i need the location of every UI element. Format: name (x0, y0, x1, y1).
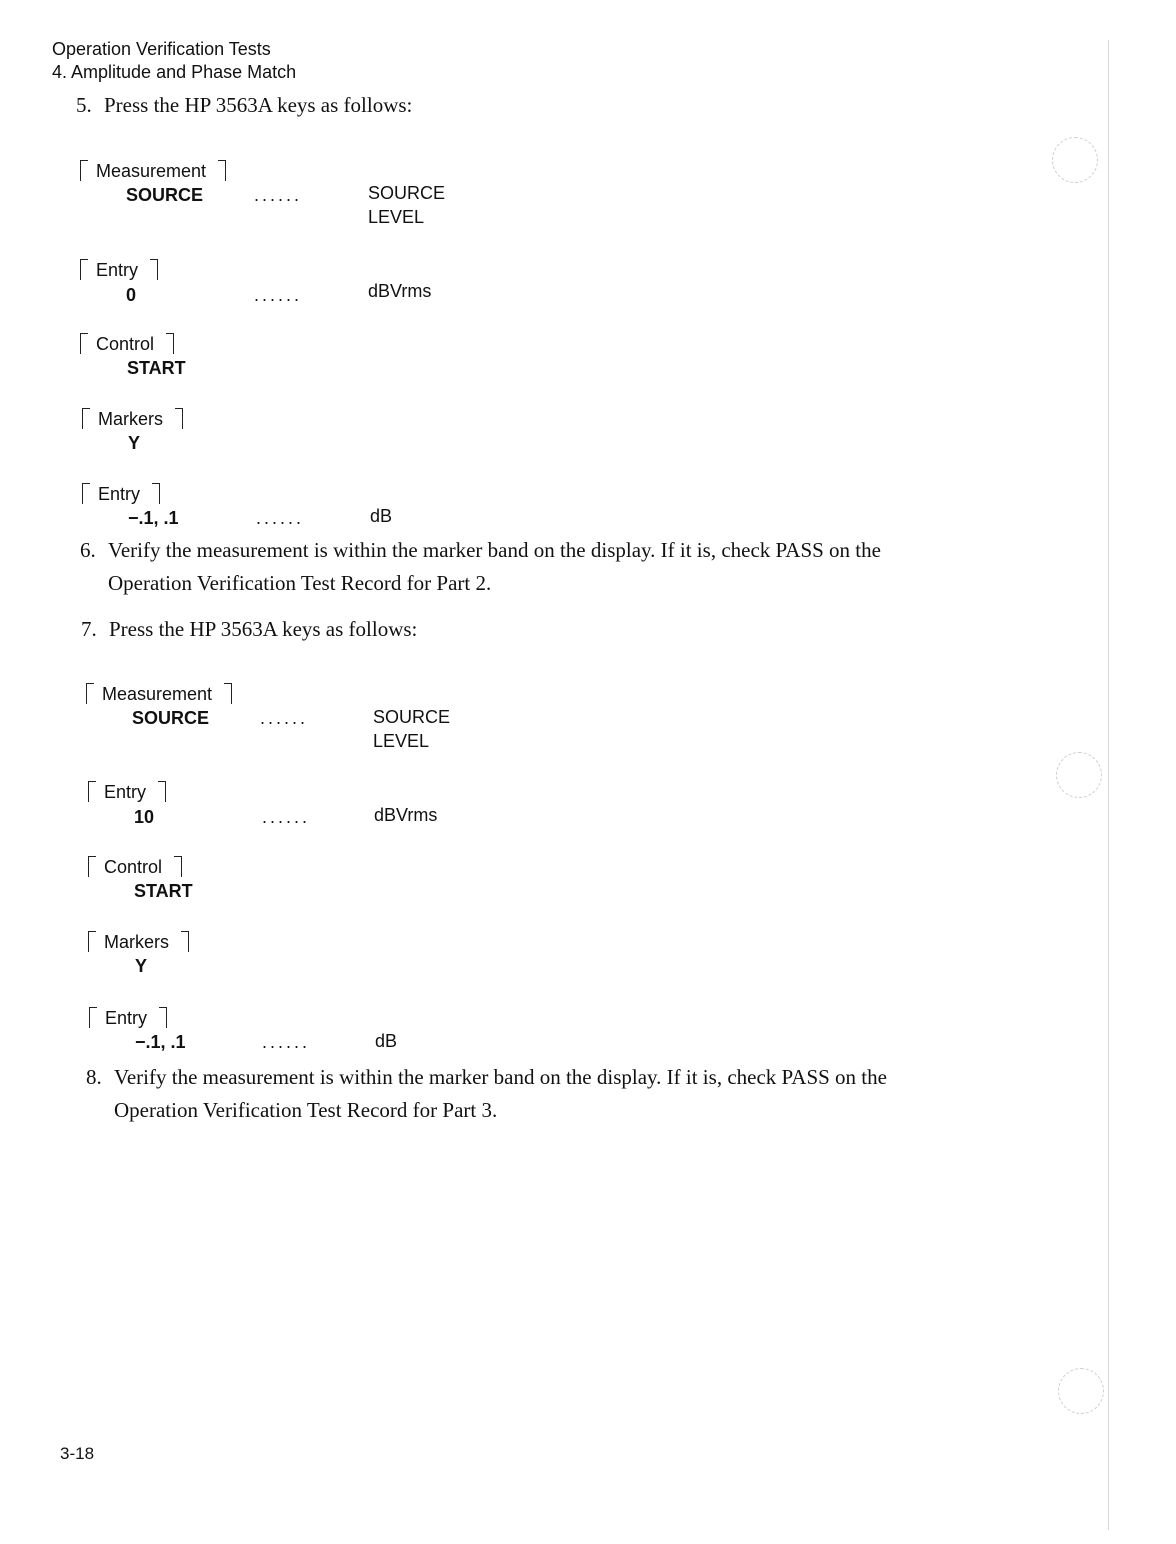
right-bracket-icon (158, 781, 166, 802)
left-bracket-icon (88, 856, 96, 877)
left-bracket-icon (82, 483, 90, 504)
step-number: 7. (81, 617, 97, 641)
leader-dots: ...... (254, 185, 303, 205)
right-bracket-icon (150, 259, 158, 280)
leader-dots: ...... (256, 508, 305, 528)
softkey-name: 10 (134, 807, 155, 827)
step-text: Operation Verification Test Record for Part 3. (114, 1098, 498, 1122)
softkey-result: LEVEL (368, 207, 425, 227)
softkey-name: START (134, 881, 193, 901)
left-bracket-icon (88, 931, 96, 952)
softkey-name: SOURCE (132, 708, 210, 728)
right-bracket-icon (175, 408, 183, 429)
step-text: Press the HP 3563A keys as follows: (104, 93, 413, 117)
step-number: 5. (76, 93, 92, 117)
step-7 (81, 613, 981, 646)
punch-hole-icon (1058, 1368, 1104, 1414)
key-group-label: Entry (82, 483, 160, 505)
section-header: Operation Verification Tests (52, 39, 271, 59)
left-bracket-icon (82, 408, 90, 429)
step-text: Operation Verification Test Record for Part 2. (108, 571, 492, 595)
softkey-result: dBVrms (374, 805, 438, 825)
softkey-name: −.1, .1 (135, 1032, 186, 1052)
key-group-label: Measurement (86, 683, 232, 705)
key-group-label: Entry (89, 1007, 167, 1029)
key-group-label: Control (80, 333, 174, 355)
left-bracket-icon (88, 781, 96, 802)
step-6 (80, 534, 980, 600)
step-text: Press the HP 3563A keys as follows: (109, 617, 418, 641)
subsection-header: 4. Amplitude and Phase Match (52, 62, 297, 82)
key-group-label: Control (88, 856, 182, 878)
step-text: Verify the measurement is within the marker band on the display. If it is, check PASS on the (114, 1065, 887, 1089)
softkey-name: Y (128, 433, 141, 453)
key-group-label: Markers (88, 931, 189, 953)
right-bracket-icon (159, 1007, 167, 1028)
punch-hole-icon (1056, 752, 1102, 798)
right-bracket-icon (166, 333, 174, 354)
right-bracket-icon (218, 160, 226, 181)
softkey-result: dB (375, 1031, 398, 1051)
left-bracket-icon (89, 1007, 97, 1028)
leader-dots: ...... (262, 807, 311, 827)
punch-hole-icon (1052, 137, 1098, 183)
leader-dots: ...... (262, 1032, 311, 1052)
right-bracket-icon (181, 931, 189, 952)
left-bracket-icon (80, 160, 88, 181)
softkey-result: dB (370, 506, 393, 526)
key-group-label: Entry (88, 781, 166, 803)
step-number: 6. (80, 538, 96, 562)
step-text: Verify the measurement is within the marker band on the display. If it is, check PASS on the (108, 538, 881, 562)
softkey-result: dBVrms (368, 281, 432, 301)
softkey-name: SOURCE (126, 185, 204, 205)
key-group-label: Markers (82, 408, 183, 430)
left-bracket-icon (86, 683, 94, 704)
softkey-name: START (127, 358, 186, 378)
right-bracket-icon (152, 483, 160, 504)
left-bracket-icon (80, 259, 88, 280)
softkey-result: LEVEL (373, 731, 430, 751)
step-number: 8. (86, 1065, 102, 1089)
right-bracket-icon (174, 856, 182, 877)
right-bracket-icon (224, 683, 232, 704)
leader-dots: ...... (260, 708, 309, 728)
softkey-name: −.1, .1 (128, 508, 179, 528)
key-group-label: Measurement (80, 160, 226, 182)
leader-dots: ...... (254, 285, 303, 305)
softkey-result: SOURCE (368, 183, 446, 203)
left-bracket-icon (80, 333, 88, 354)
softkey-name: 0 (126, 285, 137, 305)
step-8 (86, 1061, 986, 1127)
softkey-name: Y (135, 956, 148, 976)
scan-edge-divider (1108, 40, 1109, 1530)
key-group-label: Entry (80, 259, 158, 281)
softkey-result: SOURCE (373, 707, 451, 727)
step-5 (76, 89, 976, 122)
page-number: 3-18 (60, 1444, 95, 1463)
